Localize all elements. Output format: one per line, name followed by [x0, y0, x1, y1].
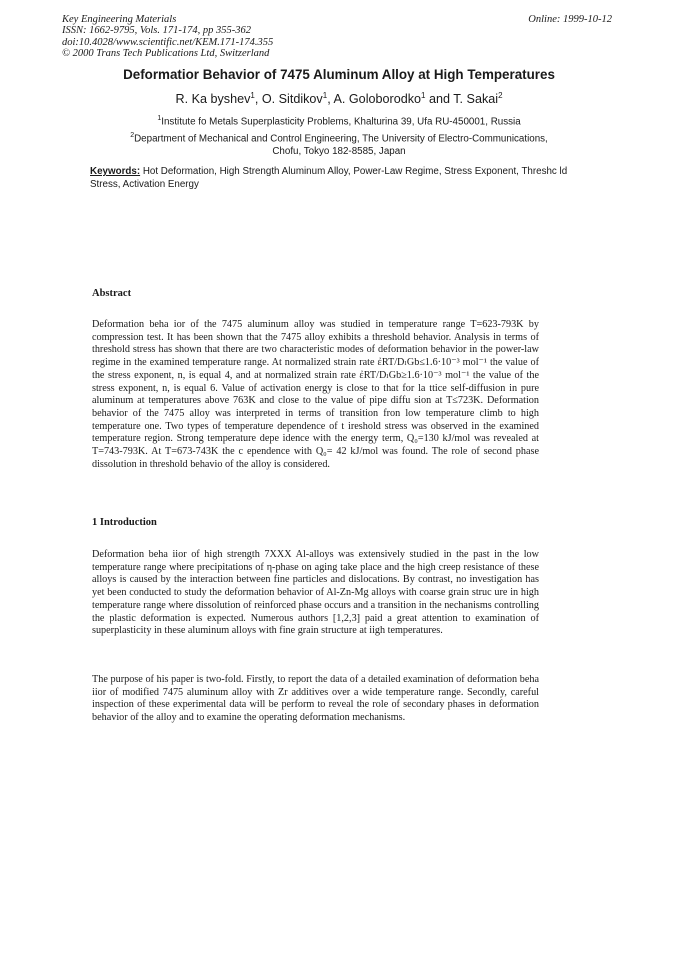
author-name: , O. Sitdikov	[254, 92, 323, 107]
author-list	[0, 91, 678, 106]
author-affiliation-mark: 1	[322, 91, 328, 100]
affiliation-mark: 2	[130, 132, 135, 139]
author-affiliation-mark: 1	[250, 91, 255, 100]
affiliation-mark: 1	[157, 115, 162, 122]
introduction-paragraph-1: Deformation beha iior of high strength 7XXX Al-alloys was extensively studied in the past in the low temperature range where precipitations of η-phase on aging take place and the high creep resistance of these alloys is caused by the interaction between fine particles and dislocations. By contrast, no investigation has yet been conducted to study the deformation behavior of Al-Zn-Mg alloys with coarse grain struc ure in high temperature range where dissolution of reinforced phase occurs and a transition in the nechanisms controlling the plastic deformation is expected. Numerous authors [1,2,3] paid a great attention to examination of superplasticity in these aluminum alloys with fine grain structure at iigh temperatures.	[92, 549, 539, 637]
affiliation-text: Department of Mechanical and Control Engineering, The University of Electro-Communications,	[134, 133, 548, 145]
author-affiliation-mark: 1	[421, 91, 426, 100]
affiliation-text: Chofu, Tokyo 182-8585, Japan	[272, 146, 406, 158]
abstract-paragraph: Deformation beha ior of the 7475 aluminum alloy was studied in temperature range T=623-793K by compression test. It has been shown that the 7475 alloy exhibits a threshold behavior. Analysis in terms of threshold stress has shown that there are two characteristic modes of deformation behavior in the power-law regime in the examined temperature range. At normalized strain rate ἐRT/DₗGb≤1.6·10⁻³ mol⁻¹ the value of the stress exponent, n, is equal 4, and at normalized strain rate ἐRT/DₗGb≥1.6·10⁻³ mol⁻¹ the value of the stress exponent, n, is equal 6. Value of activation energy is close to that for la ttice self-diffusion in pure aluminum at temperatures above 763K and close to the value of pipe diffu sion at T≤723K. Deformation behavior of the 7475 alloy was interpreted in terms of transition fron low temperature climb to high temperature one. Two types of temperature dependence of t ireshold stress was observed in the examined temperature region. Strong temperature depe idence with the energy term, Q₀=130 kJ/mol was revealed at T=743-793K. At T=673-743K the c ependence with Q₀= 42 kJ/mol was found. The role of second phase dissolution in threshold behavio of the alloy is considered.	[92, 319, 539, 470]
journal-header	[62, 14, 273, 60]
journal-name: Key Engineering Materials	[62, 14, 177, 25]
introduction-paragraph-2: The purpose of his paper is two-fold. Firstly, to report the data of a detailed examination of deformation beha iior of modified 7475 aluminum alloy with Zr additives over a wide temperature range. Secondly, careful inspection of these experimental data will be perform to reveal the role of secondary phases in deformation behavior of the alloy and to examine the operating deformation mechanisms.	[92, 674, 539, 724]
author-name: and T. Sakai	[425, 92, 499, 107]
author-name: R. Ka byshev	[175, 92, 251, 107]
affiliation-2	[0, 129, 678, 158]
keywords-label: Keywords:	[90, 166, 141, 177]
author-affiliation-mark: 2	[498, 91, 503, 100]
paper-title: Deformatior Behavior of 7475 Aluminum Alloy at High Temperatures	[123, 67, 555, 82]
issn-line: ISSN: 1662-9795, Vols. 171-174, pp 355-362	[62, 25, 251, 37]
online-date: Online: 1999-10-12	[528, 14, 612, 25]
keywords-text: Hot Deformation, High Strength Aluminum Alloy, Power-Law Regime, Stress Exponent, Threshc ld Stress, Activation Energy	[90, 166, 568, 190]
keywords-block	[90, 165, 588, 191]
doi-line: doi:10.4028/www.scientific.net/KEM.171-174.355	[62, 36, 274, 48]
introduction-heading: 1 Introduction	[92, 517, 157, 528]
copyright-line: © 2000 Trans Tech Publications Ltd, Switzerland	[62, 48, 270, 60]
affiliation-1	[0, 115, 678, 127]
abstract-heading: Abstract	[92, 288, 132, 299]
affiliation-text: Institute fo Metals Superplasticity Problems, Khalturina 39, Ufa RU-450001, Russia	[161, 116, 521, 128]
author-name: , A. Goloborodko	[327, 92, 422, 107]
